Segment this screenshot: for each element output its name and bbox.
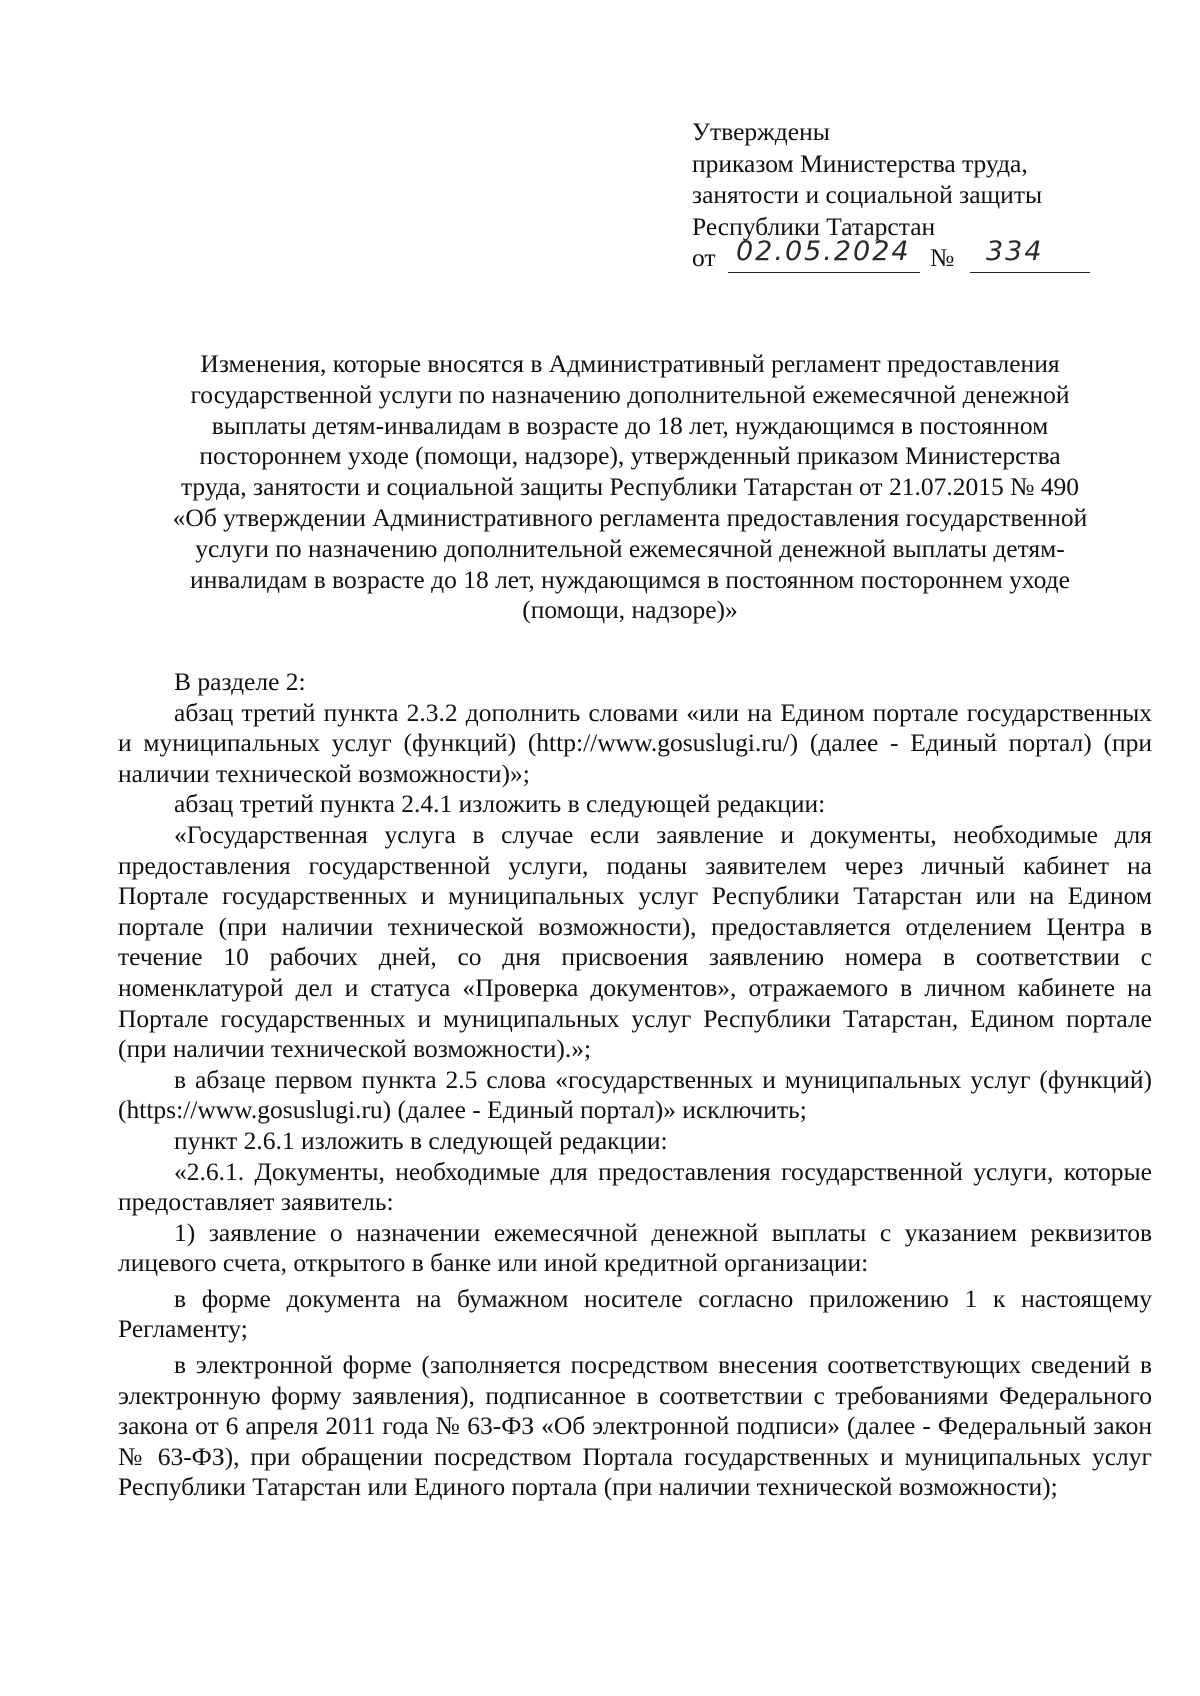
order-date-number-line xyxy=(692,236,1112,276)
approval-line-1: Утверждены xyxy=(692,117,830,146)
paragraph-section-heading: В разделе 2: xyxy=(174,667,306,696)
title-line: постороннем уходе (помощи, надзоре), утвержденный приказом Министерства xyxy=(199,441,1061,471)
title-line: труда, занятости и социальной защиты Республики Татарстан от 21.07.2015 № 490 xyxy=(180,472,1080,502)
paragraph: в форме документа на бумажном носителе согласно приложению 1 к настоящему Регламенту; xyxy=(118,1283,1152,1344)
document-title xyxy=(100,349,1160,626)
paragraph: «Государственная услуга в случае если заявление и документы, необходимые для предоставления государственной услуги, поданы заявителем через личный кабинет на Портале государственных и муниципальных услуг Республики Татарстан или на Едином портале (при наличии технической возможности), предоставляется отделением Центра в течение 10 рабочих дней, со дня присвоения заявлению номера в соответствии с номенклатурой дел и статуса «Проверка документов», отражаемого в личном кабинете на Портале государственных и муниципальных услуг Республики Татарстан, Едином портале (при наличии технической возможности).»; xyxy=(118,819,1152,1064)
title-line: выплаты детям-инвалидам в возрасте до 18 лет, нуждающимся в постоянном xyxy=(211,410,1049,440)
title-line: государственной услуги по назначению дополнительной ежемесячной денежной xyxy=(190,379,1070,409)
title-line: услуги по назначению дополнительной ежемесячной денежной выплаты детям- xyxy=(195,533,1065,563)
document-body xyxy=(118,667,1152,1503)
paragraph: пункт 2.6.1 изложить в следующей редакции: xyxy=(174,1125,668,1155)
order-number-handwritten: 334 xyxy=(986,236,1044,267)
title-line: (помощи, надзоре)» xyxy=(522,595,738,625)
approval-block xyxy=(692,116,1112,276)
paragraph: в абзаце первом пункта 2.5 слова «государственных и муниципальных услуг (функций) (https://www.gosuslugi.ru) (далее - Единый портал)» исключить; xyxy=(118,1064,1152,1125)
paragraph: абзац третий пункта 2.4.1 изложить в следующей редакции: xyxy=(174,789,826,819)
paragraph: 1) заявление о назначении ежемесячной денежной выплаты с указанием реквизитов лицевого счета, открытого в банке или иной кредитной организации: xyxy=(118,1217,1152,1278)
paragraph: в электронной форме (заполняется посредством внесения соответствующих сведений в электронную форму заявления), подписанное в соответствии с требованиями Федерального закона от 6 апреля 2011 года № 63-ФЗ «Об электронной подписи» (далее - Федеральный закон № 63-ФЗ), при обращении посредством Портала государственных и муниципальных услуг Республики Татарстан или Единого портала (при наличии технической возможности); xyxy=(118,1350,1152,1502)
approval-line-4: Республики Татарстан xyxy=(692,211,936,241)
approval-line-3: занятости и социальной защиты xyxy=(692,180,1043,209)
order-date-handwritten: 02.05.2024 xyxy=(736,236,911,267)
title-line: «Об утверждении Административного регламента предоставления государственной xyxy=(172,502,1088,532)
title-line: Изменения, которые вносятся в Административный регламент предоставления xyxy=(200,349,1060,378)
from-label: от xyxy=(692,243,716,272)
number-label: № xyxy=(930,243,955,272)
paragraph: «2.6.1. Документы, необходимые для предоставления государственной услуги, которые предоставляет заявитель: xyxy=(118,1156,1152,1217)
paragraph: абзац третий пункта 2.3.2 дополнить словами «или на Едином портале государственных и муниципальных услуг (функций) (http://www.gosuslugi.ru/) (далее - Единый портал) (при наличии технической возможности)»; xyxy=(118,697,1152,788)
title-line: инвалидам в возрасте до 18 лет, нуждающимся в постоянном постороннем уходе xyxy=(190,564,1070,594)
approval-line-2: приказом Министерства труда, xyxy=(692,148,1028,178)
